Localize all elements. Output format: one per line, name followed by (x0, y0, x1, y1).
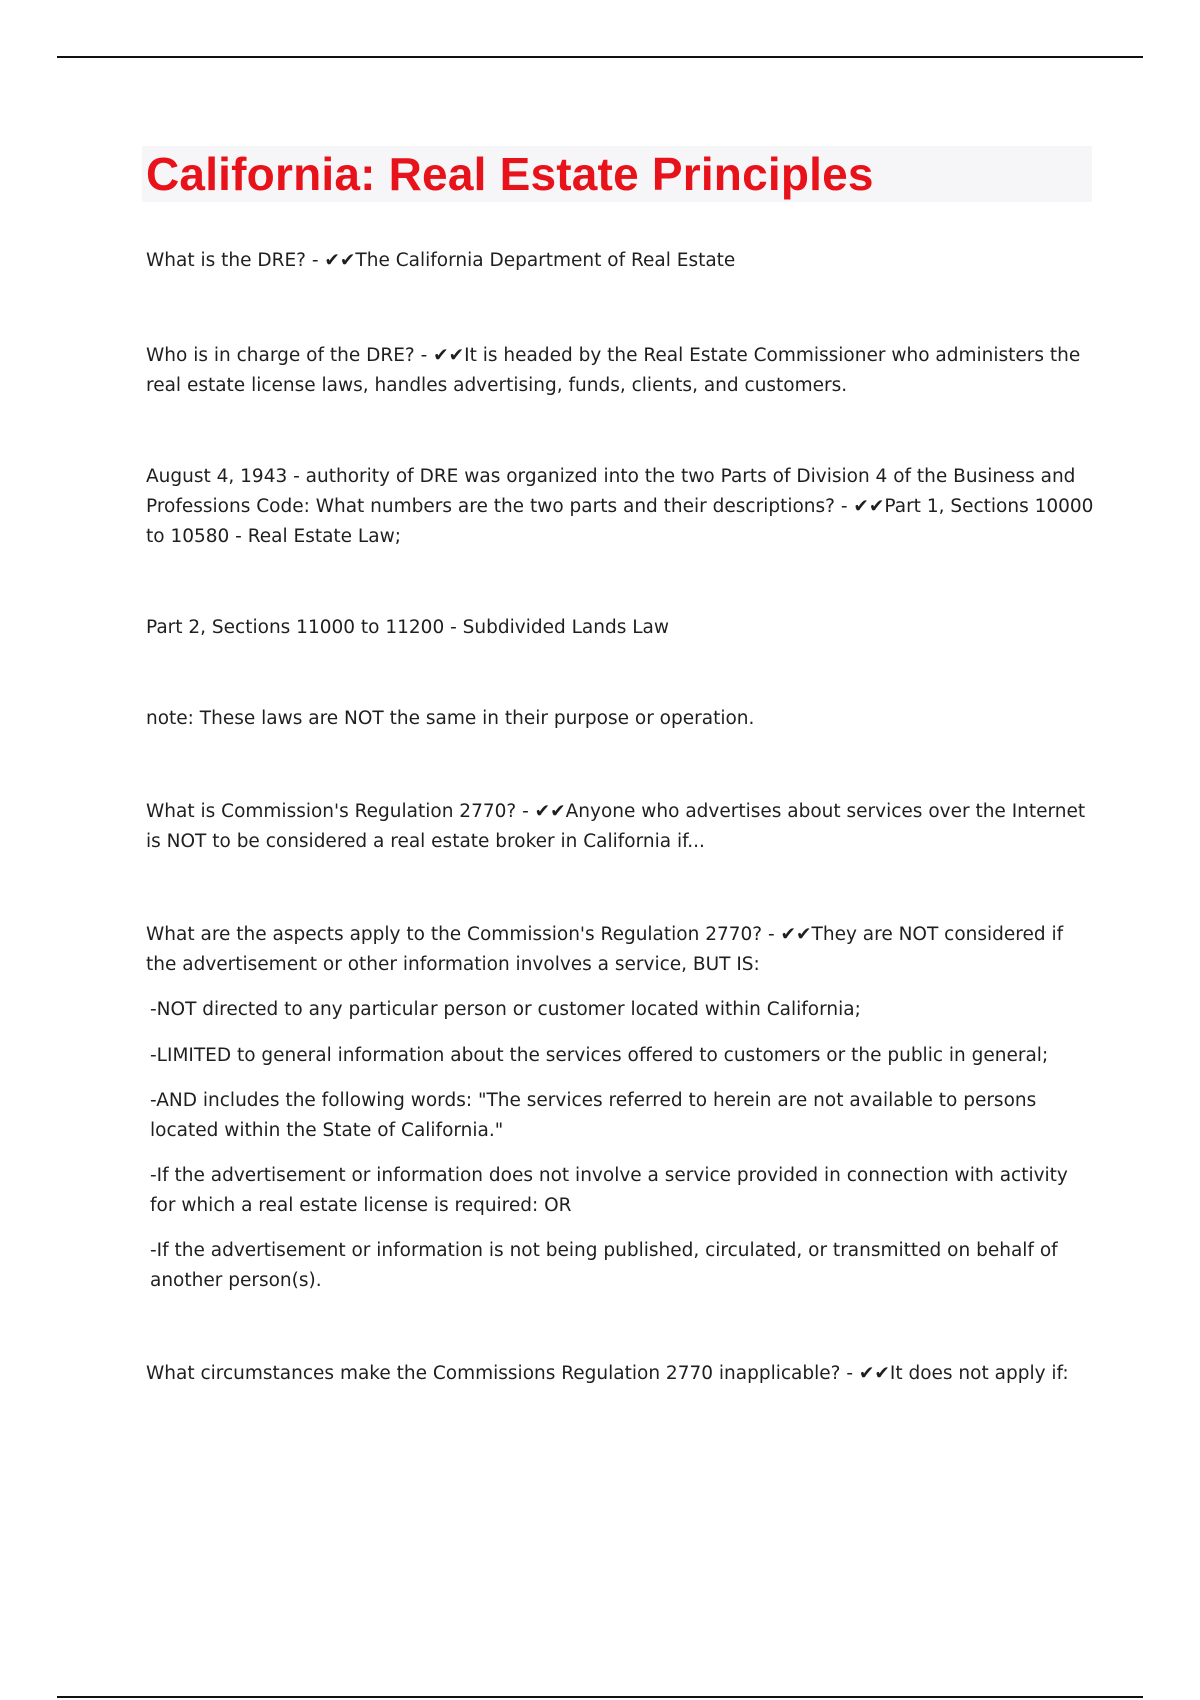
bottom-rule (57, 1696, 1143, 1698)
list-item-not-directed: -NOT directed to any particular person or customer located within California; (150, 999, 861, 1020)
title-band (142, 146, 1092, 202)
paragraph-regulation-2770: What is Commission's Regulation 2770? - ✔✔Anyone who advertises about services over the Internet is NOT to be considered a real estate broker in California if... (146, 801, 1086, 852)
paragraph-inapplicable: What circumstances make the Commissions Regulation 2770 inapplicable? - ✔✔It does not apply if: (146, 1363, 1069, 1384)
paragraph-dre-head: Who is in charge of the DRE? - ✔✔It is headed by the Real Estate Commissioner who administers the real estate license laws, handles advertising, funds, clients, and customers. (146, 345, 1081, 396)
list-item-no-license-service: -If the advertisement or information does not involve a service provided in connection with activity for which a real estate license is required: OR (150, 1165, 1068, 1216)
paragraph-regulation-aspects: What are the aspects apply to the Commission's Regulation 2770? - ✔✔They are NOT considered if the advertisement or other information involves a service, BUT IS: (146, 924, 1064, 975)
paragraph-part-2: Part 2, Sections 11000 to 11200 - Subdivided Lands Law (146, 617, 669, 638)
list-item-not-on-behalf: -If the advertisement or information is not being published, circulated, or transmitted on behalf of another person(s). (150, 1240, 1058, 1291)
top-rule (57, 56, 1143, 58)
paragraph-division-4: August 4, 1943 - authority of DRE was organized into the two Parts of Division 4 of the Business and Professions Code: What numbers are the two parts and their descriptions? - ✔✔Part 1, Sections 10000 to 10580 - Real Estate Law; (146, 466, 1094, 547)
list-item-limited: -LIMITED to general information about the services offered to customers or the public in general; (150, 1045, 1049, 1066)
list-item-and-includes: -AND includes the following words: "The services referred to herein are not available to persons located within the State of California." (150, 1090, 1037, 1141)
document-title: California: Real Estate Principles (146, 148, 874, 200)
paragraph-note: note: These laws are NOT the same in their purpose or operation. (146, 708, 755, 729)
paragraph-dre-definition: What is the DRE? - ✔✔The California Department of Real Estate (146, 250, 736, 271)
